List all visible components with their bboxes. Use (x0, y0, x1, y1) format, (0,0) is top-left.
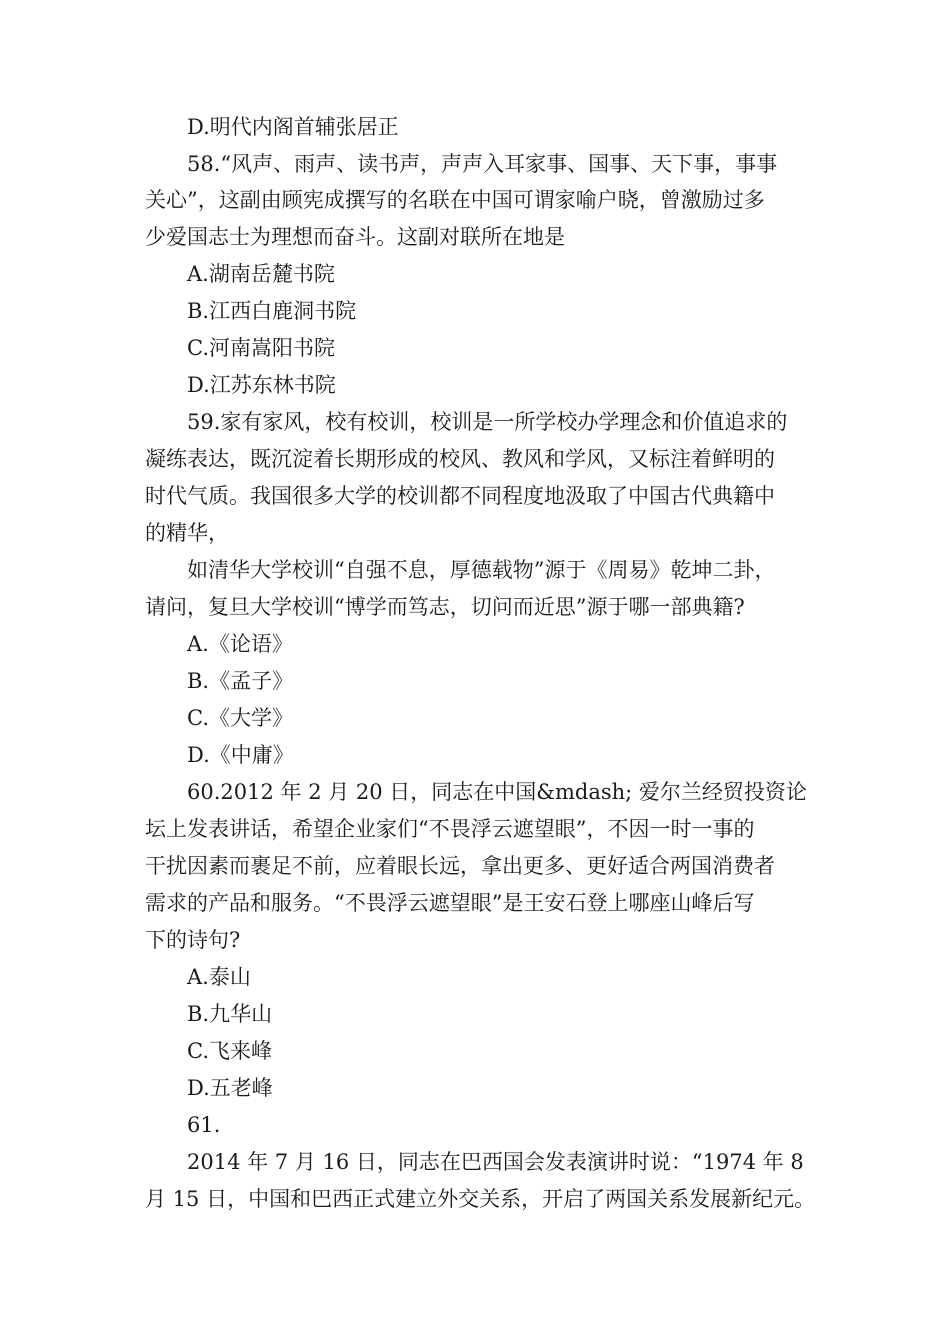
q59-option-a: A.《论语》 (187, 632, 293, 656)
q58-option-d: D.江苏东林书院 (187, 373, 336, 397)
q60-stem-line-5: 下的诗句? (145, 928, 241, 952)
q60-option-d: D.五老峰 (187, 1076, 273, 1100)
q61-stem-line-2: 月 15 日，中国和巴西正式建立外交关系，开启了两国关系发展新纪元。 (145, 1187, 816, 1211)
q58-option-a: A.湖南岳麓书院 (187, 262, 335, 286)
q59-stem-line-3: 时代气质。我国很多大学的校训都不同程度地汲取了中国古代典籍中 (145, 484, 775, 508)
q58-stem-line-3: 少爱国志士为理想而奋斗。这副对联所在地是 (145, 225, 565, 249)
q59-stem-line-6: 请问，复旦大学校训“博学而笃志，切问而近思”源于哪一部典籍? (145, 595, 745, 619)
q60-stem-line-3: 干扰因素而裹足不前，应着眼长远，拿出更多、更好适合两国消费者 (145, 854, 775, 878)
q59-stem-line-2: 凝练表达，既沉淀着长期形成的校风、教风和学风，又标注着鲜明的 (145, 447, 775, 471)
q60-option-c: C.飞来峰 (187, 1039, 272, 1063)
q59-option-d: D.《中庸》 (187, 743, 294, 767)
q60-stem-line-4: 需求的产品和服务。“不畏浮云遮望眼”是王安石登上哪座山峰后写 (145, 891, 755, 915)
q60-option-a: A.泰山 (187, 965, 251, 989)
q60-stem-line-2: 坛上发表讲话，希望企业家们“不畏浮云遮望眼”，不因一时一事的 (145, 817, 755, 841)
q58-stem-line-2: 关心”，这副由顾宪成撰写的名联在中国可谓家喻户晓，曾激励过多 (145, 188, 765, 212)
q59-option-b: B.《孟子》 (187, 669, 294, 693)
q59-stem-line-5: 如清华大学校训“自强不息，厚德载物”源于《周易》乾坤二卦， (187, 558, 776, 582)
q58-option-b: B.江西白鹿洞书院 (187, 299, 357, 323)
q58-stem-line-1: 58.“风声、雨声、读书声，声声入耳家事、国事、天下事，事事 (187, 152, 778, 176)
q57-option-d: D.明代内阁首辅张居正 (187, 115, 399, 139)
q61-number: 61. (187, 1113, 221, 1137)
q59-stem-line-1: 59.家有家风，校有校训，校训是一所学校办学理念和价值追求的 (187, 410, 788, 434)
q59-option-c: C.《大学》 (187, 706, 293, 730)
q58-option-c: C.河南嵩阳书院 (187, 336, 335, 360)
q59-stem-line-4: 的精华， (145, 521, 229, 545)
q61-stem-line-1: 2014 年 7 月 16 日，同志在巴西国会发表演讲时说：“1974 年 8 (187, 1150, 804, 1174)
q60-stem-line-1: 60.2012 年 2 月 20 日，同志在中国&mdash; 爱尔兰经贸投资论 (187, 780, 807, 804)
q60-option-b: B.九华山 (187, 1002, 273, 1026)
